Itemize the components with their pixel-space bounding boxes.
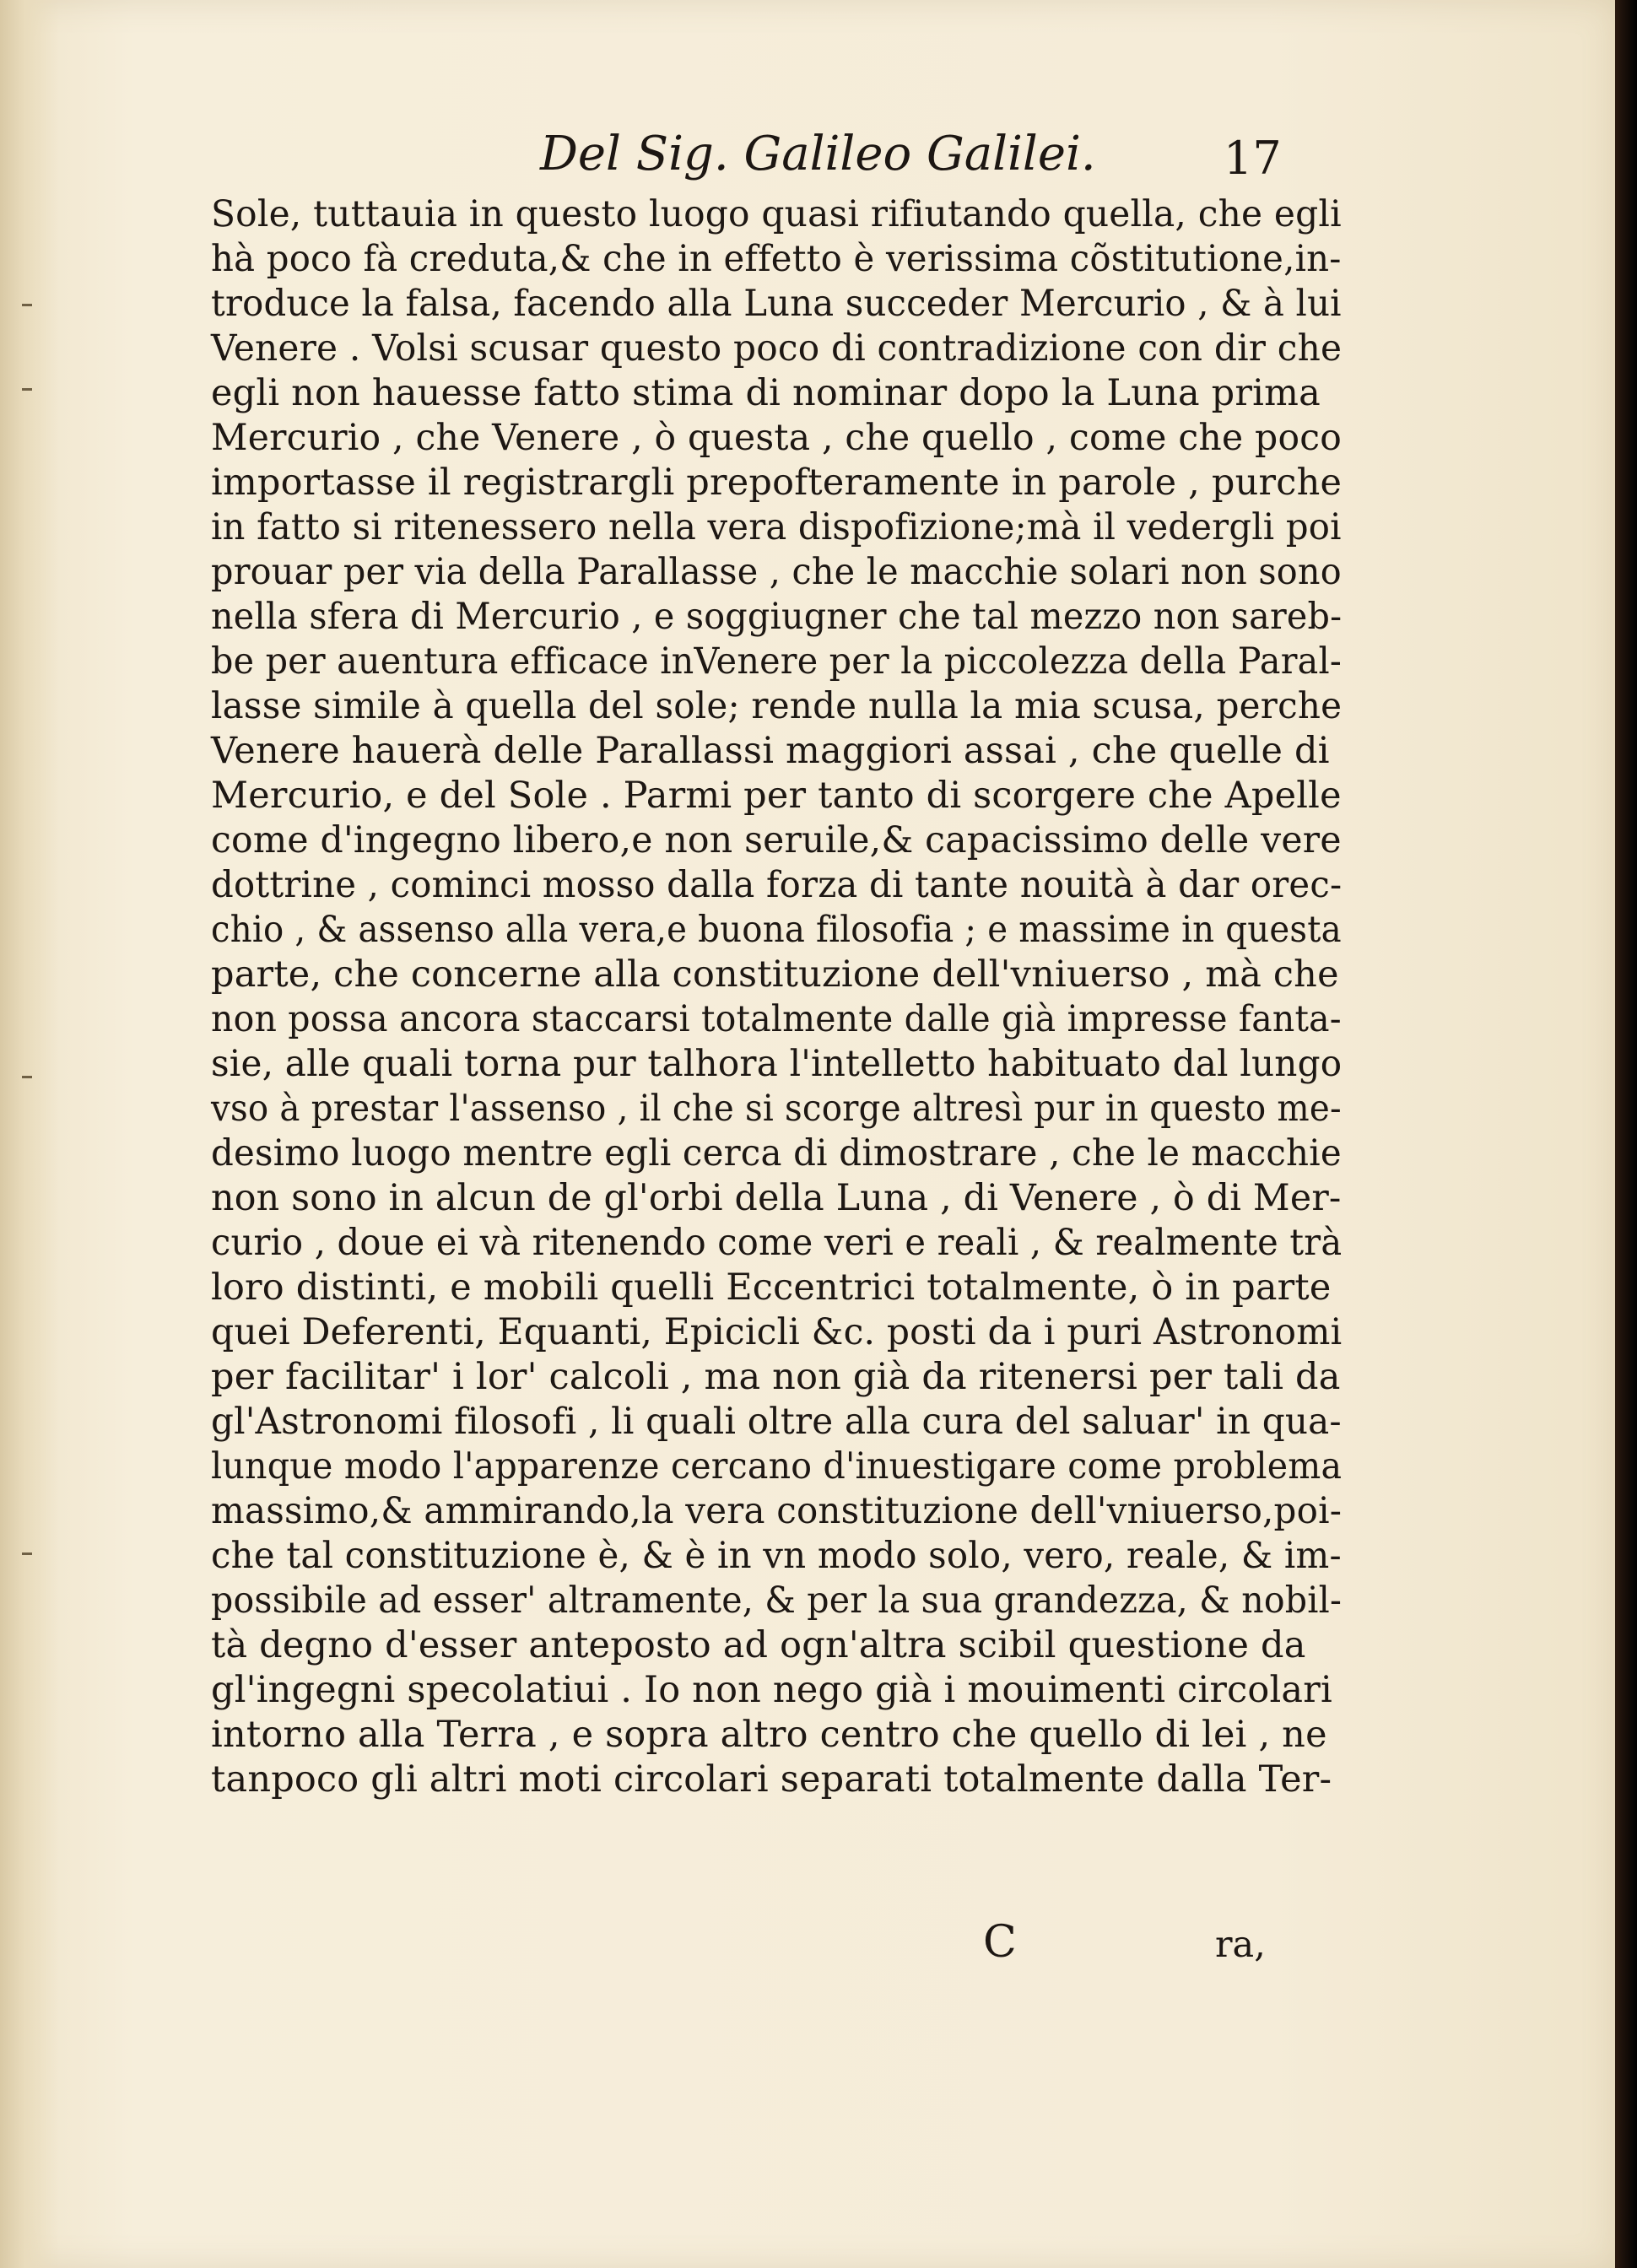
text-line: curio , doue ei và ritenendo come veri e reali , & realmente trà <box>211 1222 1343 1264</box>
text-line: desimo luogo mentre egli cerca di dimostrare , che le macchie <box>211 1132 1342 1174</box>
binding-gutter <box>0 0 59 2268</box>
text-line: possibile ad esser' altramente, & per la sua grandezza, & nobil- <box>211 1580 1343 1622</box>
text-line: vso à prestar l'assenso , il che si scorge altresì pur in questo me- <box>211 1088 1342 1130</box>
text-line: nella sfera di Mercurio , e soggiugner che tal mezzo non sareb- <box>211 596 1343 638</box>
text-line: tanpoco gli altri moti circolari separati totalmente dalla Ter- <box>211 1758 1332 1801</box>
text-line: lasse simile à quella del sole; rende nulla la mia scusa, perche <box>211 685 1343 727</box>
text-line: lunque modo l'apparenze cercano d'inuestigare come problema <box>211 1445 1343 1488</box>
text-line: egli non hauesse fatto stima di nominar dopo la Luna prima <box>211 372 1321 414</box>
text-line: Sole, tuttauia in questo luogo quasi rifiutando quella, che egli <box>211 193 1342 235</box>
margin-mark <box>22 304 32 306</box>
margin-mark <box>22 1076 32 1078</box>
text-line: chio , & assenso alla vera,e buona filosofia ; e massime in questa <box>211 909 1342 951</box>
text-line: non sono in alcun de gl'orbi della Luna , di Venere , ò di Mer- <box>211 1177 1342 1219</box>
text-line: intorno alla Terra , e sopra altro centro che quello di lei , ne <box>211 1714 1327 1756</box>
text-line: non possa ancora staccarsi totalmente dalle già impresse fanta- <box>211 998 1342 1040</box>
running-head: Del Sig. Galileo Galilei. <box>540 127 1096 181</box>
text-line: dottrine , cominci mosso dalla forza di tante nouità à dar orec- <box>211 864 1343 906</box>
text-line: massimo,& ammirando,la vera constituzione dell'vniuerso,poi- <box>211 1490 1343 1532</box>
margin-mark <box>22 388 32 391</box>
text-line: che tal constituzione è, & è in vn modo solo, vero, reale, & im- <box>211 1535 1342 1577</box>
text-line: quei Deferenti, Equanti, Epicicli &c. posti da i puri Astronomi <box>211 1311 1343 1353</box>
page-number: 17 <box>1224 132 1282 185</box>
text-line: prouar per via della Parallasse , che le macchie solari non sono <box>211 551 1342 593</box>
text-line: be per auentura efficace inVenere per la piccolezza della Paral- <box>211 640 1343 683</box>
text-line: gl'ingegni specolatiui . Io non nego già i mouimenti circolari <box>211 1669 1332 1711</box>
text-line: per facilitar' i lor' calcoli , ma non già da ritenersi per tali da <box>211 1356 1341 1398</box>
text-line: Mercurio , che Venere , ò questa , che quello , come che poco <box>211 417 1343 459</box>
text-line: importasse il registrargli prepofteramente in parole , purche <box>211 462 1343 504</box>
page-header <box>473 127 1367 194</box>
text-line: Venere hauerà delle Parallassi maggiori assai , che quelle di <box>211 730 1330 772</box>
page-edge-shadow <box>1615 0 1637 2268</box>
text-line: come d'ingegno libero,e non seruile,& capacissimo delle vere <box>211 819 1342 861</box>
text-line: sie, alle quali torna pur talhora l'intelletto habituato dal lungo <box>211 1043 1343 1085</box>
margin-mark <box>22 1552 32 1555</box>
text-line: gl'Astronomi filosofi , li quali oltre alla cura del saluar' in qua- <box>211 1401 1342 1443</box>
text-line: troduce la falsa, facendo alla Luna succeder Mercurio , & à lui <box>211 283 1342 325</box>
text-line: in fatto si ritenessero nella vera dispofizione;mà il vedergli poi <box>211 506 1342 548</box>
text-line: tà degno d'esser anteposto ad ogn'altra scibil questione da <box>211 1624 1306 1666</box>
text-line: hà poco fà creduta,& che in effetto è verissima cõstitutione,in- <box>211 238 1342 280</box>
text-line: parte, che concerne alla constituzione dell'vniuerso , mà che <box>211 953 1339 996</box>
signature-mark: C <box>983 1917 1017 1968</box>
text-line: Mercurio, e del Sole . Parmi per tanto di scorgere che Apelle <box>211 775 1342 817</box>
text-line: loro distinti, e mobili quelli Eccentrici totalmente, ò in parte <box>211 1266 1332 1309</box>
catchword: ra, <box>1215 1924 1266 1966</box>
text-line: Venere . Volsi scusar questo poco di contradizione con dir che <box>211 327 1343 370</box>
